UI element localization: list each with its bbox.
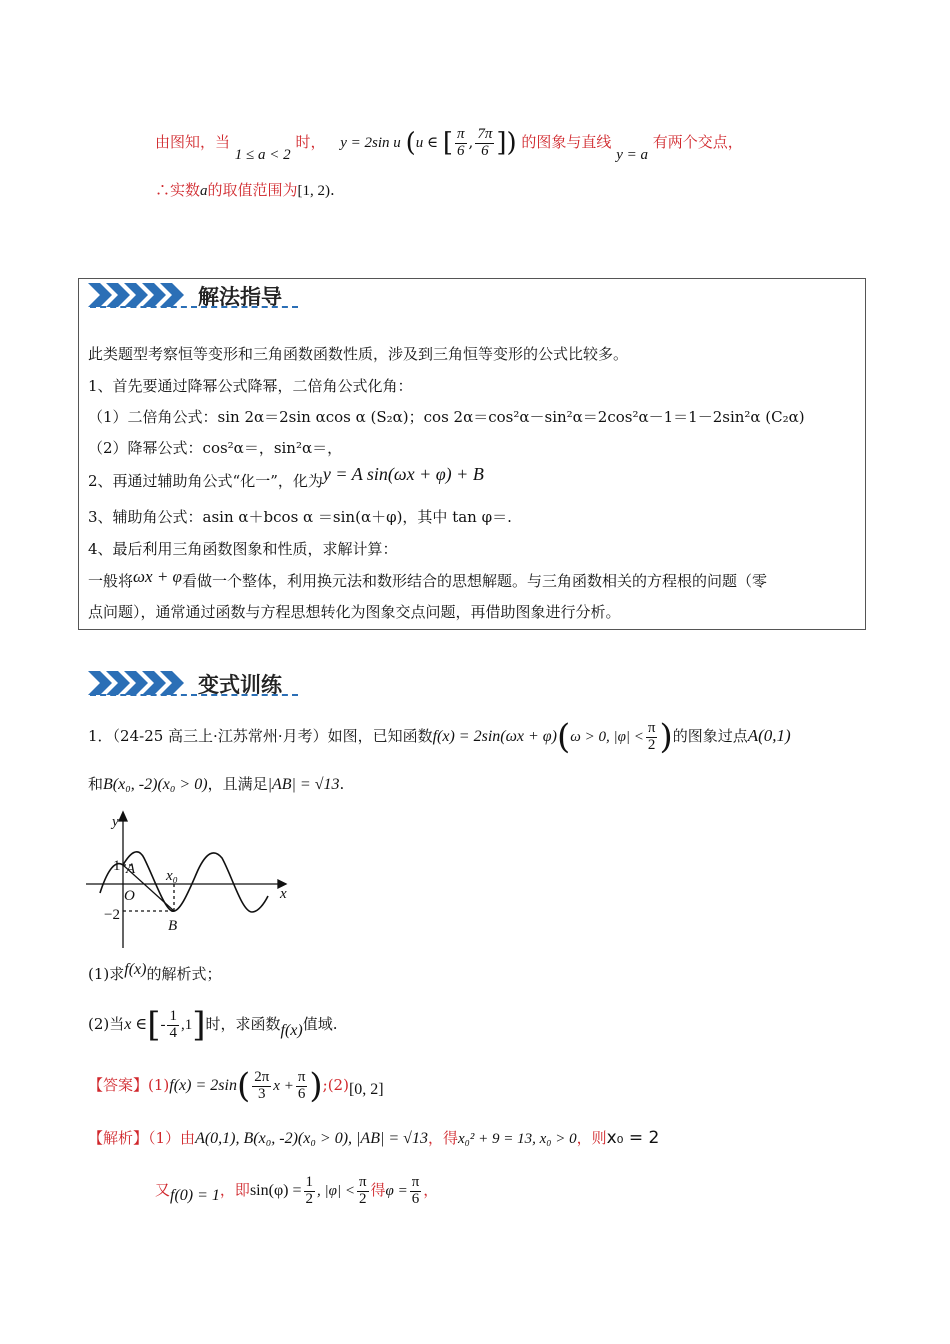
text: 的图象过点: [672, 727, 748, 745]
solution-x0: x₀ = 2: [606, 1128, 660, 1148]
top-line-1: 由图知，当 1 ≤ a < 2 时， y = 2sin u (u ∈ [ $\frac{\pi}{6}$ , $\frac{7\pi}{6}$ ]) 的图象与直线 y = a 有两个交点，: [155, 125, 743, 163]
frac-pi-6: $\frac{\pi}{6}$: [457, 125, 465, 159]
answer-range: [0, 2]: [348, 1081, 384, 1098]
solution-label: 【解析】: [88, 1129, 149, 1147]
bracket-left: [: [442, 128, 454, 158]
cond-formula: ω > 0, |φ| <: [570, 729, 644, 745]
solution-line-1: 【解析】（1）由A(0,1), B(x₀, -2)(x₀ > 0), |AB| = √13，得x₀² + 9 = 13, x₀ > 0，则x₀ = 2: [88, 1128, 660, 1148]
guide-paragraph-8: 点问题），通常通过函数与方程思想转化为图象交点问题，再借助图象进行分析。: [88, 603, 621, 621]
sub-question-1: (1)求f(x)的解析式；: [88, 961, 222, 983]
label-O: O: [124, 888, 135, 904]
text: 由图知，当: [155, 133, 231, 151]
ab-formula: |AB| = √13: [267, 776, 340, 793]
text: 时，: [295, 133, 326, 151]
guide-paragraph-4: [88, 464, 484, 491]
text: 1．（24-25 高三上·江苏常州·月考）如图，已知函数: [88, 727, 433, 745]
text: ，且满足: [207, 775, 268, 793]
question-1-line-2: 和B(x₀, -2)(x₀ > 0)，且满足|AB| = √13.: [88, 775, 345, 793]
frac-1-2: $\frac{1}{2}$: [305, 1173, 314, 1207]
u-in: u ∈: [415, 135, 439, 151]
fx: f(x): [124, 961, 147, 978]
func-formula: y = 2sin u: [340, 135, 401, 151]
text: 2、再通过辅助角公式“化一”，化为: [88, 472, 323, 490]
label-x0: x₀: [166, 868, 178, 884]
text: 有两个交点，: [652, 133, 743, 151]
bracket-right: ]: [496, 128, 507, 158]
frac-pi-2: $\frac{\pi}{2}$: [358, 1173, 367, 1207]
label-y: y: [112, 814, 119, 830]
guide-paragraph-2: （1）二倍角公式：sin 2α＝2sin αcos α (S₂α)；cos 2α＝cos²α－sin²α＝2cos²α－1＝1－2sin²α (C₂α): [88, 408, 805, 426]
label-1: 1: [113, 858, 121, 874]
sub-question-2: (2)当x ∈[- $\frac{1}{4}$ ,1]时，求函数f(x)值域.: [88, 1005, 338, 1045]
title-underline: [90, 694, 298, 696]
frac-2pi-3: $\frac{2\pi}{3}$: [254, 1068, 270, 1102]
range-formula: [1, 2): [297, 183, 331, 199]
ya-formula: y = a: [616, 147, 648, 163]
guide-paragraph-0: 此类题型考察恒等变形和三角函数函数性质，涉及到三角恒等变形的公式比较多。: [88, 345, 629, 363]
condition-formula: 1 ≤ a < 2: [234, 147, 291, 163]
sine-graph: [86, 808, 296, 953]
frac-pi-2: $\frac{\pi}{2}$: [647, 719, 656, 753]
formula-omega: ωx + φ: [133, 567, 182, 586]
text: 看做一个整体，利用换元法和数形结合的思想解题。与三角函数相关的方程根的问题（零: [181, 572, 767, 590]
text: ∴实数: [155, 181, 201, 199]
label-A: A: [126, 861, 136, 877]
y-axis-arrow-icon: [119, 812, 127, 821]
label-minus2: −2: [104, 907, 120, 923]
answer-label: 【答案】: [88, 1076, 149, 1094]
guide-paragraph-5: 3、辅助角公式：asin α＋bcos α ＝sin(α＋φ)，其中 tan φ＝.: [88, 508, 512, 526]
guide-paragraph-7: [88, 567, 767, 591]
paren-right: ): [506, 128, 517, 158]
guide-paragraph-6: 4、最后利用三角函数图象和性质，求解计算：: [88, 540, 398, 558]
section-title-practice: 变式训练: [198, 673, 282, 697]
frac-pi-6: $\frac{\pi}{6}$: [411, 1173, 420, 1207]
label-x: x: [280, 886, 287, 902]
var-a: a: [200, 183, 208, 199]
func-formula: f(x) = 2sin(ωx + φ): [432, 728, 557, 745]
text: 和: [88, 775, 104, 793]
question-1-line-1: 1．（24-25 高三上·江苏常州·月考）如图，已知函数f(x) = 2sin(ωx + φ)(ω > 0, |φ| < $\frac{\pi}{2}$ )的图象过点A(0,1): [88, 717, 791, 757]
top-line-2: ∴实数a的取值范围为[1, 2).: [155, 181, 335, 199]
frac-7pi-6: $\frac{7\pi}{6}$: [477, 125, 493, 159]
answer-line: 【答案】(1)f(x) = 2sin( $\frac{2\pi}{3}$ x + $\frac{\pi}{6}$ );(2)[0, 2]: [88, 1066, 384, 1106]
text: 的取值范围为: [207, 181, 298, 199]
text: 的图象与直线: [521, 133, 612, 151]
solution-eq: x₀² + 9 = 13, x₀ > 0: [457, 1131, 577, 1147]
paren-left: (: [405, 128, 416, 158]
section-title-guide: 解法指导: [198, 285, 282, 309]
text: 一般将: [88, 572, 134, 590]
point-A: A(0,1): [747, 726, 791, 745]
formula-general: y = A sin(ωx + φ) + B: [322, 464, 484, 484]
point-B: B(x₀, -2)(x₀ > 0): [103, 776, 208, 793]
guide-paragraph-3: （2）降幂公式：cos²α＝，sin²α＝，: [88, 439, 343, 457]
guide-paragraph-1: 1、首先要通过降幂公式降幂，二倍角公式化角：: [88, 377, 413, 395]
solution-formula: A(0,1), B(x₀, -2)(x₀ > 0), |AB| = √13: [195, 1130, 428, 1147]
solution-line-2: 又f(0) = 1，即sin(φ) = $\frac{1}{2}$ , |φ| < $\frac{\pi}{2}$ 得φ = $\frac{\pi}{6}$ ，: [155, 1173, 439, 1207]
frac-1-4: $\frac{1}{4}$: [169, 1007, 177, 1041]
label-B: B: [168, 918, 178, 934]
answer-formula: f(x) = 2sin: [169, 1077, 237, 1094]
title-underline: [90, 306, 298, 308]
frac-pi-6: $\frac{\pi}{6}$: [297, 1068, 306, 1102]
